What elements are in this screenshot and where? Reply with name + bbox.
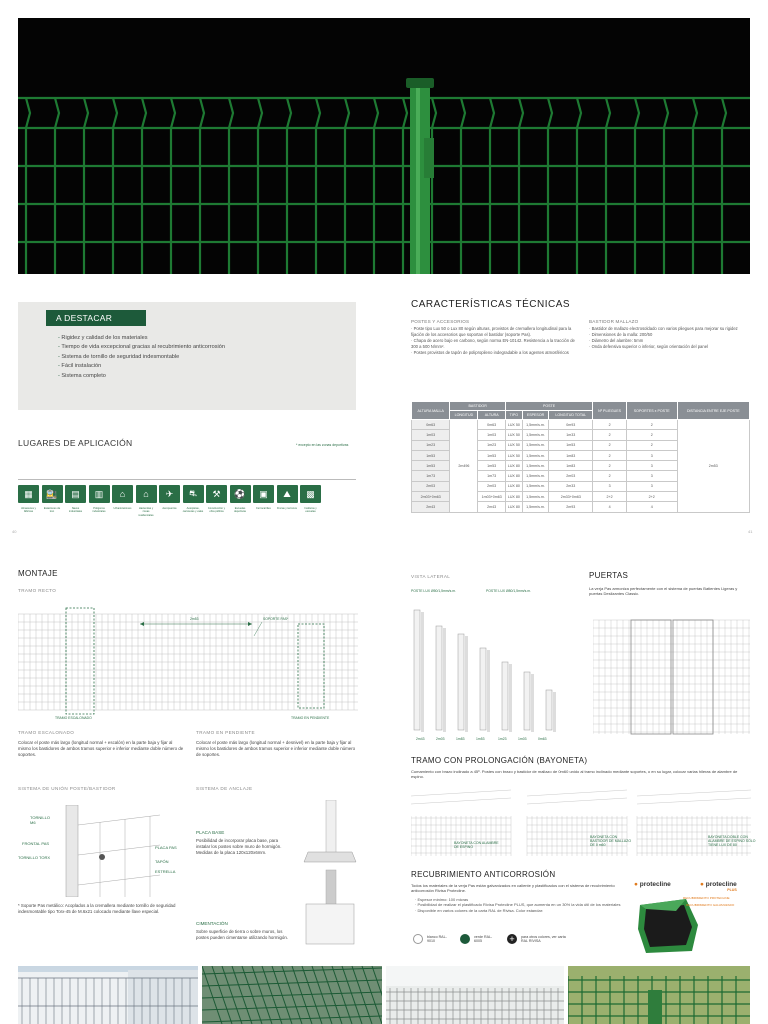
table-cell: 1,5mm/s.m. [522, 450, 549, 460]
table-cell: 1m53 [478, 450, 505, 460]
table-cell: 2 [626, 430, 677, 440]
application-label: Autopistas, carreteras y vales [182, 507, 204, 514]
table-cell: 2 [626, 420, 677, 430]
spec-table [411, 401, 750, 513]
table-cell: 2m43 [478, 502, 505, 512]
support-label: SOPORTE PAS* [263, 617, 289, 621]
stepped-title: TRAMO ESCALONADO [18, 730, 75, 735]
list-item: - Tiempo de vida excepcional gracias al recubrimiento anticorrosión [58, 343, 225, 352]
anchor-diagram [300, 800, 360, 946]
photo-green-fence [202, 966, 382, 1024]
label-screw: TORNILLO M6 [30, 815, 50, 825]
table-cell: 2+2 [593, 492, 627, 502]
bayonet-text: Cumamiento con brazo inclinado a 45º. Postes con brazo y bastidor de mallazo de 0m60 unido al tramo inclinado mediante soportes, o en su lugar, colocar varias hileras de alambre de espino. [411, 769, 738, 780]
application-label: Ferrocarriles [256, 507, 271, 510]
doors-text: La verja Pas armoniza perfectamente con el sistema de puertas Batientes Ligeras y puertas Deslizantes Classic. [589, 586, 738, 597]
table-cell: 2+2 [626, 492, 677, 502]
coating-list [415, 897, 627, 913]
table-cell: 2 [593, 471, 627, 481]
protecline-name: protecline [639, 881, 671, 888]
slope-label: TRAMO EN PENDIENTE [291, 716, 330, 720]
table-cell: 2m496 [450, 420, 478, 513]
application-icon: ⛐ [183, 485, 204, 503]
table-cell: 1m03+0m63 [478, 492, 505, 502]
photo-white-fence-art [386, 966, 564, 1024]
table-cell: 2m03 [478, 481, 505, 491]
table-cell: 2 [626, 440, 677, 450]
protecline-plus-suffix: PLUS [727, 888, 737, 892]
protecline-mark-icon: ● [634, 881, 640, 888]
application-label: Aeropuertos [162, 507, 177, 510]
coating-legend-2: RECUBRIMIENTO GALVANIZADO [686, 903, 735, 907]
frame-heading: BASTIDOR MALLAZO [589, 319, 639, 324]
side-view-height: 2m03 [436, 737, 445, 741]
application-icon: ⌂ [136, 485, 157, 503]
table-cell: 1m73 [478, 471, 505, 481]
table-cell: 2m03 [549, 471, 593, 481]
table-cell: 2m03 [412, 481, 450, 491]
bayonet-label-1: BAYONETA CON ALAMBRE DE ESPINO [454, 841, 499, 850]
application-icon: ⚽ [230, 485, 251, 503]
posts-heading: POSTES Y ACCESORIOS [411, 319, 470, 324]
table-cell: 1m73 [412, 471, 450, 481]
table-cell: 1,5mm/s.m. [522, 430, 549, 440]
photo-green-fence-art [202, 966, 382, 1024]
table-cell: 2m03+0m63 [412, 492, 450, 502]
photo-post-detail [568, 966, 750, 1024]
table-cell: 1,5mm/s.m. [522, 420, 549, 430]
coating-intro: Todos los materiales de la verja Pas están galvanizados en caliente y plastificados con el sistema de recubrimiento anticorrosión Rivisa Protecline. [411, 883, 615, 894]
table-cell: 1m53 [412, 450, 450, 460]
foundation-title: CIMENTACIÓN [196, 921, 228, 926]
photo-building-art [18, 966, 198, 1024]
application-icon: ⛰ [277, 485, 298, 503]
table-header: LONGITUD TOTAL [549, 411, 593, 420]
hero-fence-photo [18, 18, 750, 274]
green-swatch [460, 934, 470, 944]
application-icon: ▤ [65, 485, 86, 503]
application-label: Urbanizaciones [113, 507, 132, 510]
label-star: ESTRELLA [155, 869, 176, 874]
label-front: FRONTAL PAS [22, 841, 50, 846]
white-swatch [413, 934, 423, 944]
table-cell: 1m33 [549, 430, 593, 440]
table-cell: 0m93 [549, 420, 593, 430]
list-item: · Postes provistos de tapón de polipropileno indegradable a los agentes atmosféricos [411, 350, 583, 356]
frame-list [589, 326, 751, 350]
protecline-logo [634, 881, 671, 888]
post80-label: POSTE LUX Ø80/1,5mm/s.m. [486, 589, 532, 593]
label-plate: PLACA PAS [155, 845, 177, 850]
union-diagram [40, 805, 160, 897]
coating-legend-1: RECUBRIMIENTO PROTECLINE [683, 896, 730, 900]
application-label: Construcción y obra pública [207, 507, 226, 514]
table-cell: LUX 50 [505, 420, 522, 430]
application-label: Almacenes y fábricas [21, 507, 36, 514]
table-cell: 2 [593, 440, 627, 450]
slope-text: Colocar el poste más largo (longitud normal + desnivel) en la parte baja y fijar al mismo los bastidores de ambos tramos superior e inferior mediante doble número de soportes. [196, 740, 356, 757]
table-row [412, 420, 750, 430]
slope-title: TRAMO EN PENDIENTE [196, 730, 256, 735]
table-cell: 3 [626, 450, 677, 460]
list-item: · Onda defensiva superior o inferior, según orientación del panel [589, 344, 751, 350]
highlights-list [58, 334, 225, 381]
table-cell: LUX 80 [505, 481, 522, 491]
table-header: POSTE [505, 402, 592, 411]
list-item: · Dimensiones de la malla: 200/50 [589, 332, 751, 338]
table-cell: 4 [626, 502, 677, 512]
application-labels [18, 507, 321, 517]
application-icons [18, 485, 321, 503]
table-header: DISTANCIA ENTRE EJE POSTE [677, 402, 749, 420]
table-cell: 1,5mm/s.m. [522, 461, 549, 471]
base-plate-text: Posibilidad de incorporar placa base, para instalar los postes sobre muro de hormigón. Medidas de la placa 120x120x6mm. [196, 838, 282, 855]
table-cell: 1m53 [412, 461, 450, 471]
doors-diagram [593, 612, 750, 736]
application-icon: ▥ [89, 485, 110, 503]
table-header: ESPESOR [522, 411, 549, 420]
table-cell: 1m83 [549, 461, 593, 471]
posts-list [411, 326, 583, 356]
application-label: Polígonos industriales [92, 507, 106, 514]
application-icon: ▦ [18, 485, 39, 503]
application-icon: ✈ [159, 485, 180, 503]
photo-white-fence [386, 966, 564, 1024]
table-cell: 2m43 [412, 502, 450, 512]
table-cell: 2m93 [549, 502, 593, 512]
table-cell: LUX 50 [505, 440, 522, 450]
bayonet-label-2: BAYONETA CON BASTIDOR DE MALLAZO DE 0 m60 [590, 835, 632, 848]
table-cell: 0m63 [478, 420, 505, 430]
table-header: ALTURA MALLA [412, 402, 450, 420]
table-cell: 1m03 [412, 430, 450, 440]
table-cell: LUX 50 [505, 450, 522, 460]
table-cell: 1m23 [478, 440, 505, 450]
photo-building [18, 966, 198, 1024]
table-cell: 1,5mm/s.m. [522, 502, 549, 512]
assembly-diagram [18, 600, 358, 726]
bayonet-label-3: BAYONETA DOBLE CON ALAMBRE DE ESPINO SOLO TIENE LUX DE 80 [708, 835, 756, 848]
table-header: Nº PLIEGUES [593, 402, 627, 420]
photo-post-detail-art [568, 966, 750, 1024]
application-icon: ⌂ [112, 485, 133, 503]
protecline-plus-mark-icon: ● [700, 881, 706, 888]
white-label: blanco RAL-9010 [427, 935, 447, 944]
plus-icon: + [507, 934, 517, 944]
table-header: BASTIDOR [450, 402, 506, 411]
table-header: TIPO [505, 411, 522, 420]
applications-note: * excepto en las zonas deportivas [296, 443, 349, 447]
list-item: · Disponible en varios colores de la carta RAL de Rivisa. Color estandar: [415, 908, 627, 913]
union-title: SISTEMA DE UNIÓN POSTE/BASTIDOR [18, 786, 116, 791]
stepped-label: TRAMO ESCALONADO [55, 716, 92, 720]
table-cell: 2m53 [677, 420, 749, 513]
application-icon: ▩ [300, 485, 321, 503]
label-cap: TAPÓN [155, 859, 169, 864]
doors-title: PUERTAS [589, 571, 629, 580]
list-item: · Posibilidad de realizar el plastificado Rivisa Protecline PLUS, que aumenta en un 30% la vida útil de los materiales [415, 902, 627, 907]
page-number-left: 40 [12, 529, 17, 534]
green-label: verde RAL-6005 [474, 935, 493, 944]
footnote: * Soporte Pas metálico: Acoplados a la cremallera mediante tornillo de seguridad indesmontable tipo Torx-45 de M.6x21 colocado mediante llave especial. [18, 903, 176, 914]
side-view-height: 2m43 [416, 737, 425, 741]
base-plate-title: PLACA BASE [196, 830, 225, 835]
table-cell: 2 [593, 461, 627, 471]
list-item: - Sistema completo [58, 372, 225, 381]
assembly-title: MONTAJE [18, 569, 58, 578]
application-icon: ⚒ [206, 485, 227, 503]
table-cell: 1,5mm/s.m. [522, 492, 549, 502]
table-cell: LUX 80 [505, 461, 522, 471]
width-dimension: 2m53 [190, 617, 199, 621]
list-item: - Fácil instalación [58, 362, 225, 371]
list-item: · Chapa de acero bajo en carbono, según norma EN-10142. Resistencia a la tracción de 300 a 500 N/mm². [411, 338, 583, 350]
table-cell: 2m33 [549, 481, 593, 491]
table-cell: 1,5mm/s.m. [522, 481, 549, 491]
list-item: - Sistema de tornillo de seguridad indesmontable [58, 353, 225, 362]
list-item: - Rigidez y calidad de los materiales [58, 334, 225, 343]
table-cell: LUX 50 [505, 430, 522, 440]
table-cell: LUX 80 [505, 502, 522, 512]
application-label: Haciendas y zonas residenciales [138, 507, 154, 517]
other-colors-label: para otros colores, ver carta RAL RIVISA [521, 935, 566, 944]
table-cell: 1m53 [549, 440, 593, 450]
application-label: Naves industriales [68, 507, 83, 514]
list-item: · Bastidor de mallazo electrosoldado con varios pliegues para mejorar su rigidez [589, 326, 751, 332]
table-cell: 3 [626, 461, 677, 471]
application-label: Estaciones de tren [43, 507, 61, 514]
table-header: ALTURA [478, 411, 505, 420]
table-cell: 1,5mm/s.m. [522, 440, 549, 450]
application-icon: 🚉 [42, 485, 63, 503]
side-view-title: VISTA LATERAL [411, 574, 451, 579]
stepped-text: Colocar el poste más largo (longitud normal + escalón) en la parte baja y fijar al mismo los bastidores de ambos tramos superior e inferior mediante doble número de soportes. [18, 740, 184, 757]
table-cell: 1m83 [549, 450, 593, 460]
side-view-height: 1m23 [498, 737, 507, 741]
table-cell: 4 [593, 502, 627, 512]
tech-specs-title: CARACTERÍSTICAS TÉCNICAS [411, 299, 571, 310]
protecline-plus-logo [700, 881, 737, 892]
application-label: Escuelas deportivas [234, 507, 246, 514]
side-view-height: 1m03 [518, 737, 527, 741]
highlights-box [18, 302, 356, 410]
list-item: · Diámetro del alambre: 5mm [589, 338, 751, 344]
post50-label: POSTE LUX Ø50/1,5mm/s.m. [411, 589, 457, 593]
table-cell: 3 [593, 481, 627, 491]
divider [18, 479, 356, 480]
application-label: Fincas y terrenos [277, 507, 297, 510]
coating-title: RECUBRIMIENTO ANTICORROSIÓN [411, 870, 556, 879]
spec-table-body [412, 420, 750, 513]
application-label: Institutos y escuelas [304, 507, 317, 514]
applications-title: LUGARES DE APLICACIÓN [18, 438, 133, 448]
side-view-height: 1m83 [456, 737, 465, 741]
table-cell: 1m53 [478, 461, 505, 471]
table-cell: 3 [626, 471, 677, 481]
table-cell: 0m63 [412, 420, 450, 430]
list-item: · Poste tipo Lux 50 o Lux 80 según alturas, provistos de cremallera longitudinal para la fijación de los accesorios que soportan el bastidor (soporte Pas). [411, 326, 583, 338]
straight-section-title: TRAMO RECTO [18, 588, 57, 593]
side-view-height: 0m63 [538, 737, 547, 741]
table-cell: 2m33+0m63 [549, 492, 593, 502]
table-cell: 2 [593, 420, 627, 430]
label-torx: TORNILLO TORX [18, 855, 51, 860]
table-cell: 1,5mm/s.m. [522, 471, 549, 481]
table-cell: LUX 80 [505, 471, 522, 481]
fence-illustration [18, 18, 750, 274]
highlights-title: A DESTACAR [46, 310, 146, 326]
bayonet-title: TRAMO CON PROLONGACIÓN (BAYONETA) [411, 756, 588, 765]
table-cell: 1m03 [478, 430, 505, 440]
table-cell: LUX 80 [505, 492, 522, 502]
table-header: SOPORTES x POSTE [626, 402, 677, 420]
application-icon: ▣ [253, 485, 274, 503]
page-number-right: 41 [748, 529, 753, 534]
list-item: · Espesor mínimo: 100 micras [415, 897, 627, 902]
table-cell: 2 [593, 450, 627, 460]
protecline-plus-name: protecline [705, 881, 737, 888]
table-cell: 2 [593, 430, 627, 440]
foundation-text: Sobre superficie de tierra o sobre muros, los postes pueden cimentarse utilizando hormigón. [196, 929, 289, 940]
side-view-diagram [408, 596, 584, 736]
table-cell: 1m23 [412, 440, 450, 450]
table-header: LONGITUD [450, 411, 478, 420]
table-cell: 3 [626, 481, 677, 491]
anchor-title: SISTEMA DE ANCLAJE [196, 786, 253, 791]
side-view-height: 1m53 [476, 737, 485, 741]
